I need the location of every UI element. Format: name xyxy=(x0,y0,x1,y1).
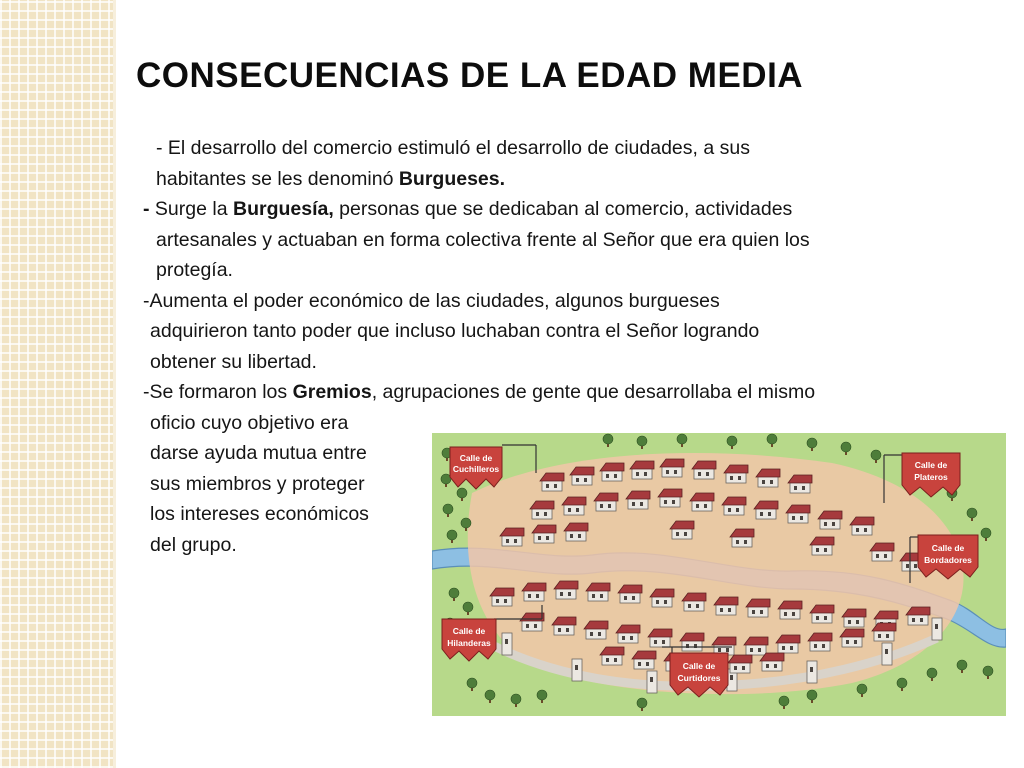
banner-plateros-line1: Calle de xyxy=(914,460,948,470)
banner-bordadores-line1: Calle de xyxy=(931,543,965,553)
medieval-town-illustration xyxy=(432,433,1006,716)
banner-curtidores-line2: Curtidores xyxy=(677,673,721,683)
term-burguesia: Burguesía, xyxy=(232,198,334,220)
p4-post: , agrupaciones de gente que desarrollaba el mismo xyxy=(371,381,816,403)
term-gremios: Gremios xyxy=(292,381,372,403)
p1-line2-text: habitantes se les denominó xyxy=(156,167,399,190)
p2-post: personas que se dedicaban al comercio, actividades xyxy=(333,198,793,220)
decorative-side-strip xyxy=(0,0,114,768)
paragraph-poder-economico xyxy=(143,286,973,378)
p4-line3: darse ayuda mutua entre xyxy=(150,442,367,464)
term-burgueses: Burgueses. xyxy=(398,167,506,190)
banner-cuchilleros-line2: Cuchilleros xyxy=(452,464,500,474)
banner-hilanderas-line2: Hilanderas xyxy=(447,638,491,648)
p3-line2: adquirieron tanto poder que incluso luchaban contra el Señor logrando xyxy=(150,320,760,342)
p1-line2 xyxy=(143,164,973,195)
p3-line1: -Aumenta el poder económico de las ciudades, algunos burgueses xyxy=(143,289,720,312)
p3-line3: obtener su libertad. xyxy=(150,350,317,373)
p2-line2: artesanales y actuaban en forma colectiva frente al Señor que era quien los xyxy=(156,228,810,251)
banner-cuchilleros-line1: Calle de xyxy=(459,453,493,463)
p2-dash: - xyxy=(143,198,155,220)
p4-pre: -Se formaron los xyxy=(143,381,293,403)
p1-line1: - El desarrollo del comercio estimuló el desarrollo de ciudades, a sus xyxy=(156,137,750,159)
p2-line1 xyxy=(143,198,792,220)
p4-line1 xyxy=(143,381,815,403)
p4-line5: los intereses económicos xyxy=(150,503,369,525)
p2-line3: protegía. xyxy=(156,259,233,281)
paragraph-burguesia xyxy=(143,194,973,286)
banner-plateros-line2: Plateros xyxy=(914,472,948,482)
banner-bordadores-line2: Bordadores xyxy=(924,555,972,565)
p4-line6: del grupo. xyxy=(150,533,237,556)
p2-pre: Surge la xyxy=(154,198,233,220)
banner-hilanderas-line1: Calle de xyxy=(452,626,486,636)
p4-line2: oficio cuyo objetivo era xyxy=(150,411,349,434)
paragraph-comercio xyxy=(143,133,973,194)
slide-title: CONSECUENCIAS DE LA EDAD MEDIA xyxy=(136,56,804,95)
p4-line4: sus miembros y proteger xyxy=(150,472,365,495)
banner-curtidores-line1: Calle de xyxy=(682,661,716,671)
